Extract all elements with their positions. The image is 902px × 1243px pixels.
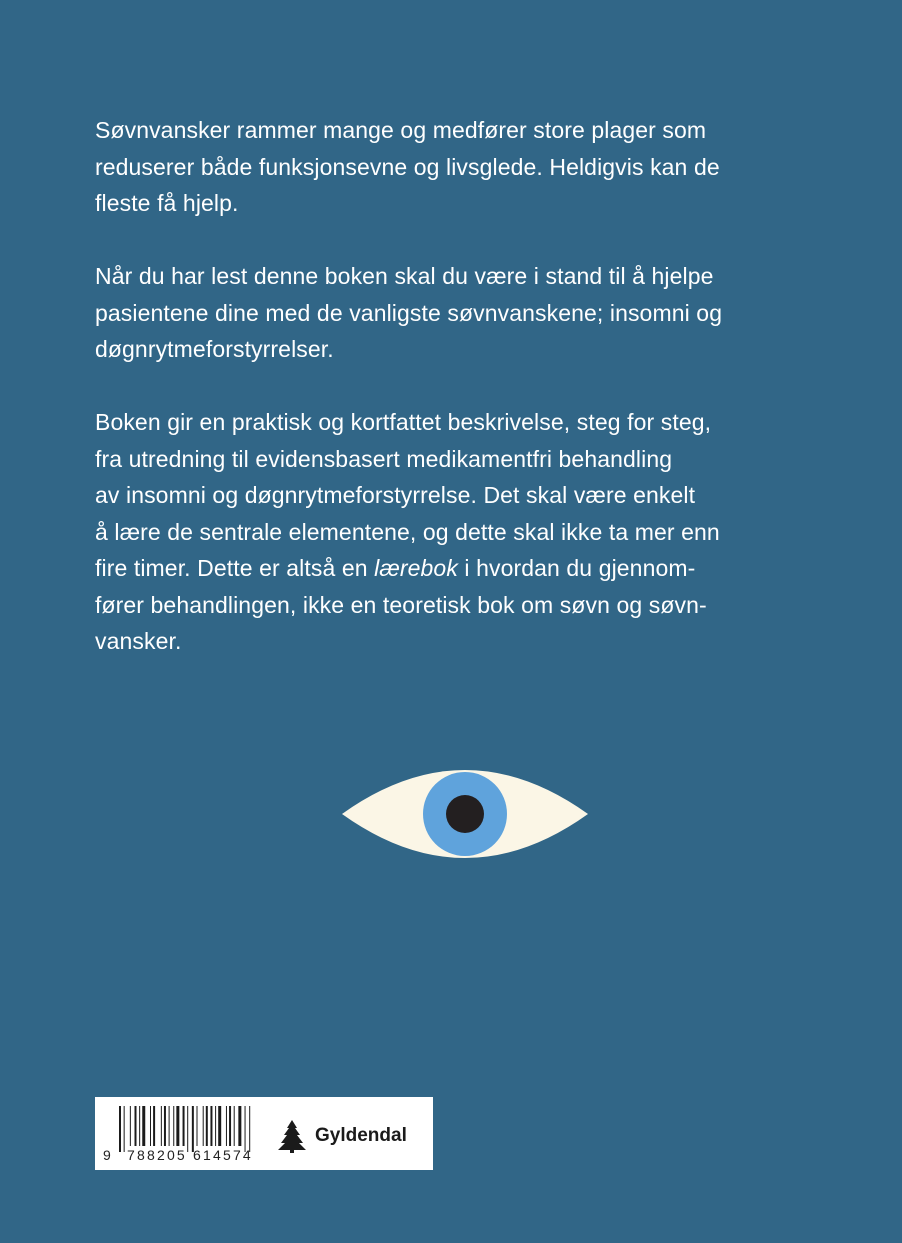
- eye-icon: [340, 766, 590, 862]
- paragraph-2: [95, 258, 835, 368]
- barcode-bar: [192, 1106, 194, 1152]
- barcode-bar: [249, 1106, 250, 1152]
- barcode-bar: [119, 1106, 121, 1152]
- barcode-bar: [218, 1106, 221, 1146]
- barcode-bar: [135, 1106, 137, 1146]
- barcode-bar: [173, 1106, 174, 1146]
- barcode-bar: [197, 1106, 198, 1146]
- barcode-bar: [139, 1106, 140, 1146]
- text-line: [95, 550, 835, 587]
- barcode-bar: [210, 1106, 212, 1146]
- isbn-lead-digit: 9: [103, 1147, 112, 1163]
- eye-pupil: [446, 795, 484, 833]
- barcode-bar: [153, 1106, 155, 1146]
- text-line: av insomni og døgnrytmeforstyrrelse. Det skal være enkelt: [95, 482, 696, 508]
- barcode-label: [95, 1097, 433, 1170]
- barcode-bar: [187, 1106, 188, 1152]
- barcode-bar: [203, 1106, 204, 1146]
- text-line: døgnrytmeforstyrrelser.: [95, 336, 334, 362]
- barcode-bar: [245, 1106, 246, 1152]
- barcode-bar: [206, 1106, 208, 1146]
- text-line: pasientene dine med de vanligste søvnvanskene; insomni og: [95, 299, 723, 326]
- paragraph-1: [95, 112, 835, 222]
- back-cover-blurb: [95, 112, 835, 696]
- isbn-digits: 788205 614574: [127, 1147, 253, 1163]
- text-line: reduserer både funksjonsevne og livsglede. Heldigvis kan de: [95, 153, 720, 180]
- text-line: Når du har lest denne boken skal du være i stand til å hjelpe: [95, 263, 714, 289]
- barcode-bar: [238, 1106, 241, 1146]
- text-line: vansker.: [95, 628, 182, 654]
- text-line: fører behandlingen, ikke en teoretisk bok om søvn og søvn-: [95, 591, 707, 618]
- barcode-bar: [164, 1106, 166, 1146]
- italic-term: lærebok: [374, 555, 458, 581]
- text-segment: i hvordan du gjennom-: [457, 555, 696, 581]
- barcode-bar: [169, 1106, 170, 1146]
- text-line: Søvnvansker rammer mange og medfører store plager som: [95, 117, 707, 143]
- barcode-bar: [234, 1106, 235, 1146]
- barcode-bar: [215, 1106, 216, 1146]
- barcode-bar: [150, 1106, 151, 1146]
- text-line: fleste få hjelp.: [95, 190, 239, 216]
- tree-icon: [277, 1119, 307, 1153]
- barcode-bar: [176, 1106, 179, 1146]
- barcode-bar: [183, 1106, 185, 1146]
- barcode-bar: [130, 1106, 131, 1146]
- text-line: Boken gir en praktisk og kortfattet beskrivelse, steg for steg,: [95, 409, 712, 435]
- text-line: fra utredning til evidensbasert medikamentfri behandling: [95, 445, 673, 472]
- paragraph-3: [95, 404, 835, 660]
- text-segment: fire timer. Dette er altså en: [95, 555, 375, 581]
- barcode-bar: [229, 1106, 231, 1146]
- barcode-bar: [226, 1106, 227, 1146]
- barcode-bar: [161, 1106, 162, 1146]
- barcode-bar: [124, 1106, 125, 1152]
- barcode-bar: [142, 1106, 145, 1146]
- publisher-logo: [277, 1119, 407, 1153]
- publisher-name: Gyldendal: [315, 1125, 407, 1146]
- text-line: å lære de sentrale elementene, og dette skal ikke ta mer enn: [95, 518, 720, 545]
